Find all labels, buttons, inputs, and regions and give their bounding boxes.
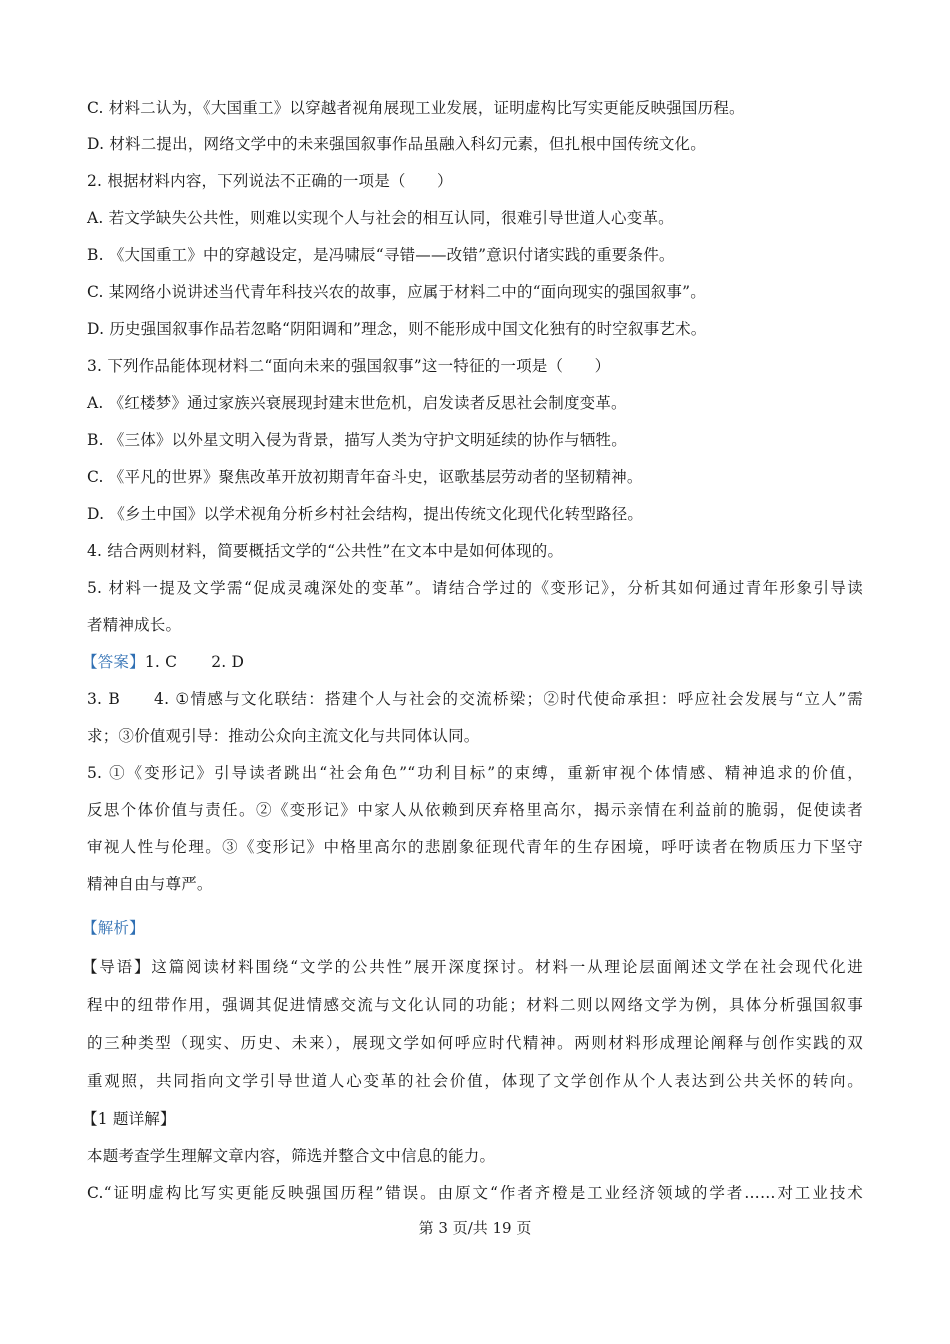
answer-q3: 3. B — [87, 690, 121, 708]
answer-q1: 1. C — [144, 653, 178, 671]
question-2: 2. 根据材料内容，下列说法不正确的一项是（ ） — [87, 172, 453, 190]
answer-q4-line-2: 求；③价值观引导：推动公众向主流文化与共同体认同。 — [87, 727, 480, 745]
analysis-intro-line-1: 【导语】这篇阅读材料围绕“文学的公共性”展开深度探讨。材料一从理论层面阐述文学在社会现代化进 — [82, 958, 863, 976]
answer-label: 【答案】 — [82, 653, 145, 671]
question-5-line-1: 5. 材料一提及文学需“促成灵魂深处的变革”。请结合学过的《变形记》，分析其如何通过青年形象引导读 — [87, 579, 863, 597]
answer-row-1 — [82, 652, 858, 672]
analysis-intro-line-4: 重观照，共同指向文学引导世道人心变革的社会价值，体现了文学创作从个人表达到公共关怀的转向。 — [87, 1072, 863, 1090]
answer-q5-line-1: 5. ①《变形记》引导读者跳出“社会角色”“功利目标”的束缚，重新审视个体情感、精神追求的价值， — [87, 764, 863, 782]
option-3b: B. 《三体》以外星文明入侵为背景，描写人类为守护文明延续的协作与牺牲。 — [87, 431, 627, 449]
analysis-label: 【解析】 — [82, 919, 145, 937]
answer-q5-line-3: 审视人性与伦理。③《变形记》中格里高尔的悲剧象征现代青年的生存困境，呼吁读者在物质压力下坚守 — [87, 838, 863, 856]
option-3c: C. 《平凡的世界》聚焦改革开放初期青年奋斗史，讴歌基层劳动者的坚韧精神。 — [87, 468, 643, 486]
option-1d: D. 材料二提出，网络文学中的未来强国叙事作品虽融入科幻元素，但扎根中国传统文化。 — [87, 135, 706, 153]
analysis-q1-desc: 本题考查学生理解文章内容，筛选并整合文中信息的能力。 — [87, 1147, 496, 1165]
option-2c: C. 某网络小说讲述当代青年科技兴农的故事，应属于材料二中的“面向现实的强国叙事”。 — [87, 283, 706, 301]
option-3a: A. 《红楼梦》通过家族兴衰展现封建末世危机，启发读者反思社会制度变革。 — [87, 394, 627, 412]
option-1c: C. 材料二认为，《大国重工》以穿越者视角展现工业发展，证明虚构比写实更能反映强国历程。 — [87, 99, 745, 117]
answer-q5-line-4: 精神自由与尊严。 — [87, 875, 213, 893]
option-2b: B. 《大国重工》中的穿越设定，是冯啸辰“寻错——改错”意识付诸实践的重要条件。 — [87, 246, 675, 264]
option-2a: A. 若文学缺失公共性，则难以实现个人与社会的相互认同，很难引导世道人心变革。 — [87, 209, 674, 227]
page-number: 第 3 页/共 19 页 — [418, 1219, 532, 1237]
analysis-intro-line-3: 的三种类型（现实、历史、未来），展现文学如何呼应时代精神。两则材料形成理论阐释与创作实践的双 — [87, 1034, 863, 1052]
question-5-line-2: 者精神成长。 — [87, 616, 182, 634]
question-4: 4. 结合两则材料，简要概括文学的“公共性”在文本中是如何体现的。 — [87, 542, 564, 560]
option-2d: D. 历史强国叙事作品若忽略“阴阳调和”理念，则不能形成中国文化独有的时空叙事艺术。 — [87, 320, 707, 338]
analysis-q1-heading: 【1 题详解】 — [82, 1110, 176, 1128]
answer-q5-line-2: 反思个体价值与责任。②《变形记》中家人从依赖到厌弃格里高尔，揭示亲情在利益前的脆弱，促使读者 — [87, 801, 863, 819]
option-3d: D. 《乡土中国》以学术视角分析乡村社会结构，提出传统文化现代化转型路径。 — [87, 505, 644, 523]
answer-row-2 — [87, 689, 863, 709]
analysis-intro-line-2: 程中的纽带作用，强调其促进情感交流与文化认同的功能；材料二则以网络文学为例，具体分析强国叙事 — [87, 996, 863, 1014]
answer-q2: 2. D — [211, 653, 245, 671]
analysis-q1-option-c: C.“证明虚构比写实更能反映强国历程”错误。由原文“作者齐橙是工业经济领域的学者……对工业技术 — [87, 1184, 863, 1202]
answer-q4-line-1: 4. ①情感与文化联结：搭建个人与社会的交流桥梁；②时代使命承担：呼应社会发展与“立人”需 — [154, 690, 864, 708]
question-3: 3. 下列作品能体现材料二“面向未来的强国叙事”这一特征的一项是（ ） — [87, 357, 611, 375]
